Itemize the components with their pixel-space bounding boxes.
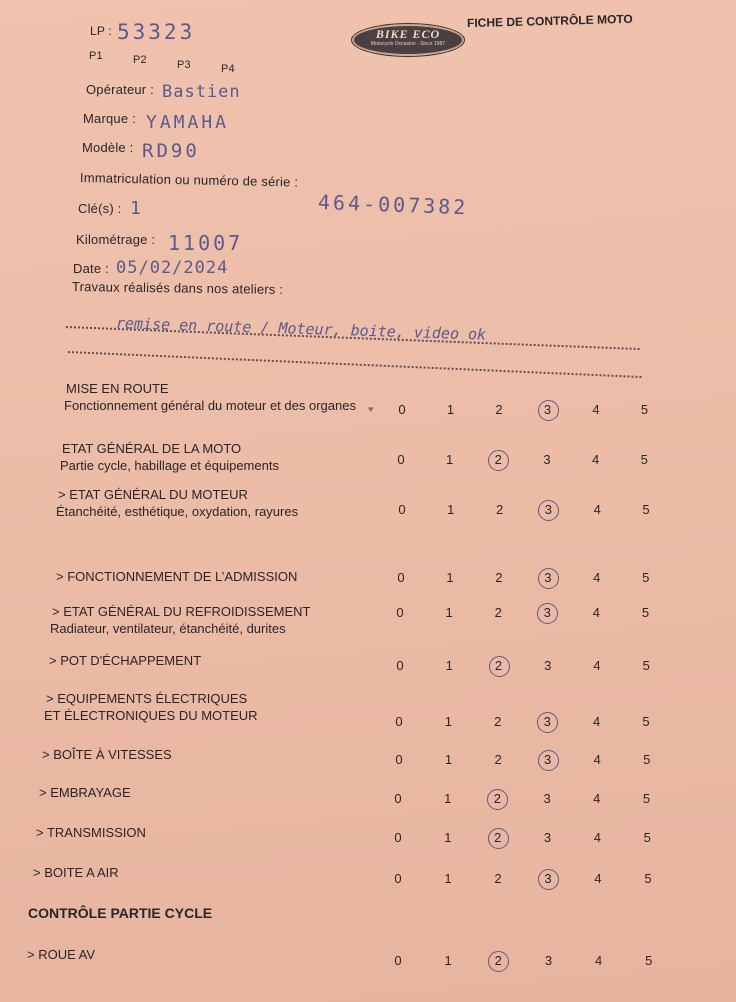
km-label: Kilométrage :	[76, 232, 156, 247]
check-8-score-2: 2	[493, 791, 501, 806]
check-7-score-1: 1	[444, 752, 453, 767]
check-4-selected-score-circle	[537, 603, 558, 624]
check-1-score-4: 4	[591, 452, 600, 467]
check-3-score-5: 5	[642, 570, 650, 585]
check-9-score-0: 0	[394, 830, 402, 845]
lp-label: LP :	[90, 24, 112, 38]
check-10-score-0: 0	[394, 871, 402, 886]
check-3-score-4: 4	[593, 570, 601, 585]
check-5-score-3: 3	[544, 658, 552, 673]
travaux-value: remise en route / Moteur, boite, video ok	[115, 314, 487, 344]
check-11-score-5: 5	[645, 953, 653, 968]
check-8-title: > EMBRAYAGE	[39, 785, 131, 800]
check-2-score-1: 1	[447, 502, 455, 517]
logo-tagline: Motocyclo Occasion · Since 1987	[370, 41, 446, 47]
check-11-score-4: 4	[594, 953, 603, 968]
check-9-score-4: 4	[593, 830, 601, 845]
check-6-score-1: 1	[444, 714, 452, 729]
date-label: Date :	[73, 261, 109, 276]
check-6-title: > EQUIPEMENTS ÉLECTRIQUES	[46, 691, 248, 706]
check-10-score-1: 1	[444, 871, 452, 886]
check-4-score-3: 3	[543, 605, 551, 620]
check-11-score-2: 2	[494, 953, 502, 968]
check-0-score-2: 2	[495, 402, 503, 417]
check-5-score-4: 4	[593, 658, 601, 673]
check-11-score-1: 1	[444, 953, 452, 968]
check-4-score-4: 4	[592, 605, 600, 620]
check-5-title: > POT D'ÉCHAPPEMENT	[49, 653, 202, 668]
check-5-score-0: 0	[396, 658, 404, 673]
check-9-score-5: 5	[643, 830, 651, 845]
check-9-score-3: 3	[543, 830, 552, 845]
check-5-selected-score-circle	[489, 656, 510, 677]
check-6-subtitle: ET ÉLECTRONIQUES DU MOTEUR	[44, 708, 258, 723]
check-9-title: > TRANSMISSION	[36, 825, 146, 840]
check-0-subtitle: Fonctionnement général du moteur et des organes	[64, 398, 356, 413]
travaux-line-2	[68, 351, 642, 378]
check-8-score-4: 4	[593, 791, 601, 806]
date-value: 05/02/2024	[116, 258, 229, 278]
check-4-score-1: 1	[445, 605, 453, 620]
logo-brand: BIKE ECO	[375, 27, 441, 41]
check-6-score-5: 5	[642, 714, 650, 729]
travaux-label: Travaux réalisés dans nos ateliers :	[71, 279, 284, 297]
check-6-score-0: 0	[395, 714, 403, 729]
modele-value: RD90	[142, 140, 200, 162]
check-7-score-3: 3	[544, 752, 552, 767]
check-2-score-3: 3	[544, 502, 552, 517]
check-1-selected-score-circle	[488, 450, 509, 471]
check-2-selected-score-circle	[538, 500, 559, 521]
sheet-title: FICHE DE CONTRÔLE MOTO	[466, 11, 633, 31]
check-0-score-4: 4	[592, 402, 600, 417]
check-7-score-4: 4	[593, 752, 601, 767]
check-3-score-3: 3	[544, 570, 552, 585]
check-2-score-5: 5	[642, 502, 650, 517]
heart-mark: ♥	[368, 404, 374, 414]
check-1-score-1: 1	[446, 452, 454, 467]
check-8-score-1: 1	[444, 791, 452, 806]
check-7-score-0: 0	[395, 752, 403, 767]
check-4-subtitle: Radiateur, ventilateur, étanchéité, durites	[50, 621, 286, 636]
check-6-selected-score-circle	[537, 712, 558, 733]
check-10-score-2: 2	[494, 871, 502, 886]
check-1-score-3: 3	[543, 452, 551, 467]
section-partie-cycle-title: CONTRÔLE PARTIE CYCLE	[28, 905, 213, 921]
check-3-title: > FONCTIONNEMENT DE L’ADMISSION	[56, 569, 298, 584]
check-3-score-1: 1	[446, 570, 454, 585]
check-7-score-5: 5	[643, 752, 651, 767]
check-5-score-1: 1	[445, 658, 453, 673]
check-8-score-3: 3	[543, 791, 551, 806]
operateur-label: Opérateur :	[86, 82, 154, 97]
check-2-subtitle: Étanchéité, esthétique, oxydation, rayures	[56, 504, 299, 519]
check-11-score-3: 3	[544, 953, 553, 968]
check-2-title: > ETAT GÉNÉRAL DU MOTEUR	[58, 487, 248, 502]
check-10-score-3: 3	[544, 871, 552, 886]
check-3-score-0: 0	[397, 570, 405, 585]
check-4-title: > ETAT GÉNÉRAL DU REFROIDISSEMENT	[52, 604, 311, 619]
check-7-title: > BOÎTE À VITESSES	[42, 747, 172, 762]
check-10-score-4: 4	[594, 871, 602, 886]
check-0-selected-score-circle	[538, 400, 559, 421]
marque-value: YAMAHA	[146, 112, 230, 133]
check-8-score-5: 5	[642, 791, 651, 806]
check-11-selected-score-circle	[488, 951, 509, 972]
check-6-score-4: 4	[592, 714, 601, 729]
check-2-score-0: 0	[398, 502, 406, 517]
check-3-score-2: 2	[495, 570, 503, 585]
check-10-selected-score-circle	[538, 869, 559, 890]
immat-label: Immatriculation ou numéro de série :	[79, 170, 299, 190]
check-8-selected-score-circle	[487, 789, 508, 810]
check-7-selected-score-circle	[538, 750, 559, 771]
position-p4: P4	[221, 63, 235, 75]
bike-eco-logo	[352, 24, 464, 56]
check-11-score-0: 0	[394, 953, 402, 968]
check-7-score-2: 2	[494, 752, 502, 767]
check-10-title: > BOITE A AIR	[33, 865, 119, 880]
lp-value: 53323	[117, 20, 196, 44]
check-0-title: MISE EN ROUTE	[66, 381, 169, 396]
check-6-score-3: 3	[543, 714, 551, 729]
check-9-score-2: 2	[494, 830, 502, 845]
position-p1: P1	[89, 50, 103, 62]
modele-label: Modèle :	[82, 140, 134, 155]
check-10-score-5: 5	[644, 871, 652, 886]
check-2-score-2: 2	[495, 502, 504, 517]
check-0-score-0: 0	[398, 402, 406, 417]
cles-value: 1	[130, 198, 144, 219]
cles-label: Clé(s) :	[78, 201, 122, 216]
immat-value: 464-007382	[317, 190, 469, 220]
check-0-score-5: 5	[640, 402, 649, 417]
marque-label: Marque :	[83, 111, 136, 126]
check-9-score-1: 1	[444, 830, 452, 845]
check-6-score-2: 2	[494, 714, 502, 729]
check-0-score-3: 3	[543, 402, 552, 417]
check-8-score-0: 0	[394, 791, 402, 806]
check-2-score-4: 4	[593, 502, 601, 517]
check-0-score-1: 1	[446, 402, 455, 417]
check-5-score-2: 2	[494, 658, 503, 673]
km-value: 11007	[168, 231, 244, 255]
position-p3: P3	[177, 59, 191, 71]
check-1-score-5: 5	[640, 452, 648, 467]
check-1-title: ETAT GÉNÉRAL DE LA MOTO	[62, 441, 242, 456]
check-4-score-5: 5	[641, 605, 650, 620]
check-1-subtitle: Partie cycle, habillage et équipements	[60, 458, 279, 473]
check-1-score-0: 0	[397, 452, 405, 467]
check-11-title: > ROUE AV	[27, 947, 96, 962]
check-4-score-0: 0	[396, 605, 404, 620]
operateur-value: Bastien	[162, 82, 241, 102]
check-1-score-2: 2	[494, 452, 502, 467]
check-3-selected-score-circle	[538, 568, 559, 589]
check-4-score-2: 2	[494, 605, 502, 620]
position-p2: P2	[133, 54, 147, 66]
check-5-score-5: 5	[642, 658, 650, 673]
check-9-selected-score-circle	[488, 828, 509, 849]
